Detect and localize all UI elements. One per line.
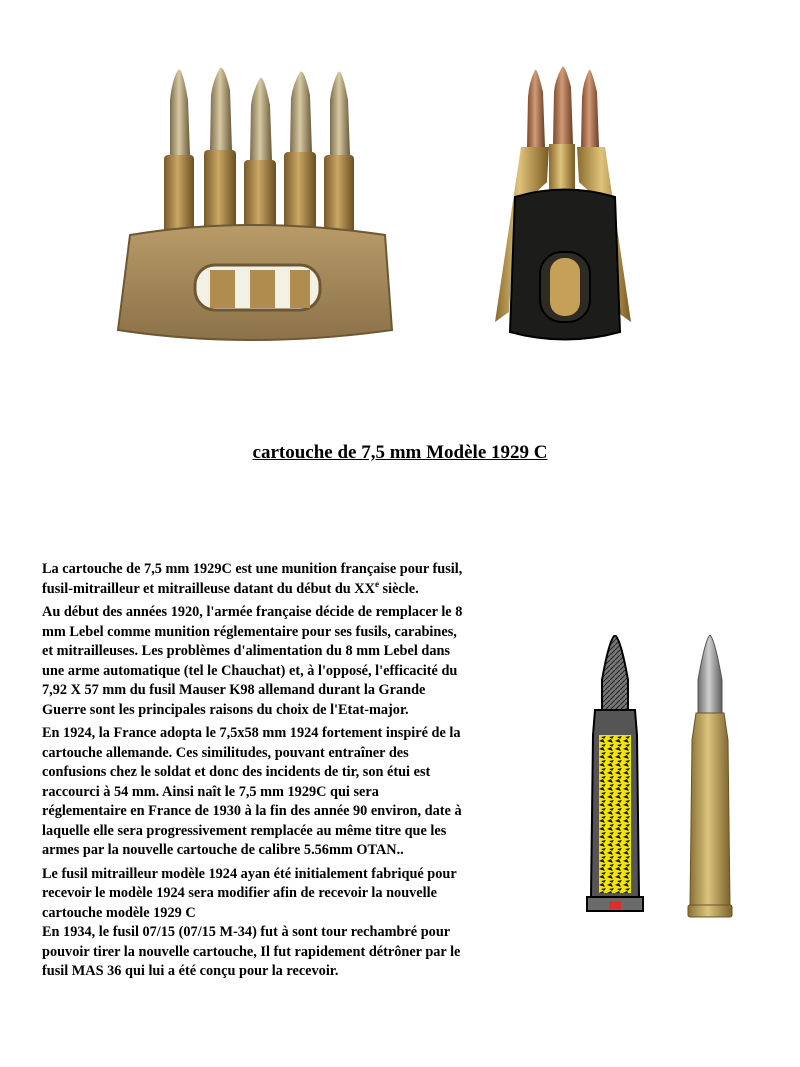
text-line: une arme automatique (tel le Chauchat) et, à l'opposé, l'efficacité du xyxy=(42,662,458,679)
text-line: La cartouche de 7,5 mm 1929C est une munition française pour fusil, xyxy=(42,561,463,577)
text-line: Guerre sont les principales raisons du choix de l'Etat-major. xyxy=(42,701,409,718)
text-line: pouvoir tirer la nouvelle cartouche, Il fut rapidement détrôner par le xyxy=(42,943,461,960)
text-line xyxy=(42,580,552,600)
text-line: armes par la nouvelle cartouche de calibre 5.56mm OTAN.. xyxy=(42,842,404,858)
text-line: raccourci à 54 mm. Ainsi naît le 7,5 mm 1929C qui sera xyxy=(42,783,379,800)
five-round-clip-image xyxy=(100,60,410,360)
text-line: cartouche allemande. Ces similitudes, pouvant entraîner des xyxy=(42,744,409,761)
paragraph-4 xyxy=(42,865,552,982)
text-line: Le fusil mitrailleur modèle 1924 ayan été initialement fabriqué pour xyxy=(42,865,457,882)
three-round-clip-image xyxy=(485,62,645,362)
text-segment: fusil-mitrailleur et mitrailleuse datant du début du XX xyxy=(42,580,375,597)
text-line: cartouche modèle 1929 C xyxy=(42,904,196,921)
page-title: cartouche de 7,5 mm Modèle 1929 C xyxy=(252,442,548,463)
text-line: recevoir le modèle 1924 sera modifier afin de recevoir la nouvelle xyxy=(42,885,437,901)
paragraph-1 xyxy=(42,560,552,599)
paragraph-2 xyxy=(42,603,552,720)
cartridge-cutaway-image xyxy=(575,635,660,925)
text-line: et mitrailleuses. Les problèmes d'alimentation du 8 mm Lebel dans xyxy=(42,643,450,659)
text-line: 7,92 X 57 mm du fusil Mauser K98 allemand durant la Grande xyxy=(42,682,426,698)
text-line: En 1934, le fusil 07/15 (07/15 M-34) fut à sont tour rechambré pour xyxy=(42,924,451,940)
text-line: confusions chez le soldat et donc des incidents de tir, son étui est xyxy=(42,764,431,780)
text-line: Au début des années 1920, l'armée française décide de remplacer le 8 xyxy=(42,604,463,620)
text-line: En 1924, la France adopta le 7,5x58 mm 1924 fortement inspiré de la xyxy=(42,725,461,741)
text-line: réglementaire en France de 1930 à la fin des année 90 environ, date à xyxy=(42,803,462,819)
text-line: laquelle elle sera progressivement remplacée au même titre que les xyxy=(42,822,447,839)
superscript: e xyxy=(374,578,379,589)
text-line: mm Lebel comme munition réglementaire pour ses fusils, carabines, xyxy=(42,623,457,640)
paragraph-3 xyxy=(42,724,552,861)
body-text xyxy=(42,560,552,986)
text-line: fusil MAS 36 qui lui a été conçu pour la recevoir. xyxy=(42,963,339,979)
cartridge-image xyxy=(680,635,740,925)
text-segment: siècle. xyxy=(378,580,419,597)
